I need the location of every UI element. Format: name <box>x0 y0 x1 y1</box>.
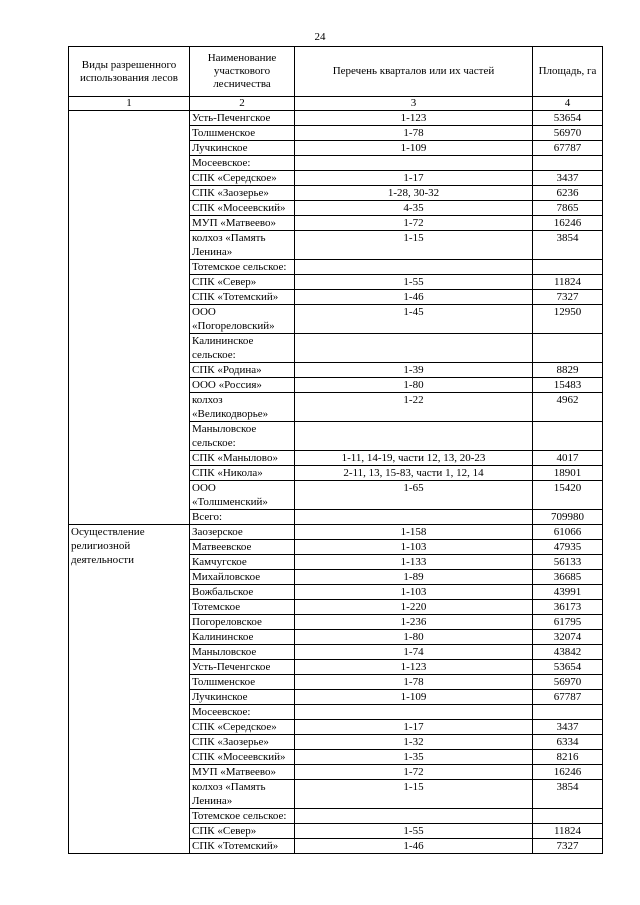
area-cell: 18901 <box>533 466 603 481</box>
area-cell: 3437 <box>533 720 603 735</box>
area-cell: 53654 <box>533 111 603 126</box>
quarters-cell <box>295 510 533 525</box>
quarters-cell: 1-74 <box>295 645 533 660</box>
area-cell: 7865 <box>533 201 603 216</box>
forestry-name-cell: СПК «Мосеевский» <box>190 750 295 765</box>
quarters-cell: 1-78 <box>295 126 533 141</box>
quarters-cell: 1-22 <box>295 393 533 422</box>
quarters-cell: 1-123 <box>295 111 533 126</box>
forestry-name-cell: СПК «Заозерье» <box>190 186 295 201</box>
area-cell: 12950 <box>533 305 603 334</box>
quarters-cell: 1-109 <box>295 141 533 156</box>
column-number: 1 <box>69 97 190 111</box>
quarters-cell: 1-72 <box>295 216 533 231</box>
quarters-cell: 1-65 <box>295 481 533 510</box>
forestry-name-cell: Камчугское <box>190 555 295 570</box>
forestry-name-cell: СПК «Север» <box>190 275 295 290</box>
area-cell: 16246 <box>533 765 603 780</box>
area-cell: 709980 <box>533 510 603 525</box>
quarters-cell: 1-103 <box>295 585 533 600</box>
forestry-name-cell: СПК «Мосеевский» <box>190 201 295 216</box>
quarters-cell: 1-236 <box>295 615 533 630</box>
forestry-name-cell: Мосеевское: <box>190 705 295 720</box>
forestry-name-cell: СПК «Родина» <box>190 363 295 378</box>
quarters-cell: 1-80 <box>295 630 533 645</box>
forestry-name-cell: колхоз «Великодворье» <box>190 393 295 422</box>
area-cell: 15420 <box>533 481 603 510</box>
quarters-cell: 1-46 <box>295 290 533 305</box>
quarters-cell: 1-17 <box>295 720 533 735</box>
quarters-cell <box>295 156 533 171</box>
forestry-name-cell: СПК «Север» <box>190 824 295 839</box>
column-number: 2 <box>190 97 295 111</box>
forestry-name-cell: колхоз «Память Ленина» <box>190 780 295 809</box>
area-cell: 56970 <box>533 126 603 141</box>
section-1-body <box>69 111 603 525</box>
forestry-name-cell: Мосеевское: <box>190 156 295 171</box>
area-cell: 43842 <box>533 645 603 660</box>
area-cell: 11824 <box>533 275 603 290</box>
area-cell: 7327 <box>533 290 603 305</box>
forestry-name-cell: СПК «Середское» <box>190 720 295 735</box>
forestry-name-cell: Михайловское <box>190 570 295 585</box>
quarters-cell: 1-46 <box>295 839 533 854</box>
forestry-name-cell: ООО «Погореловский» <box>190 305 295 334</box>
area-cell <box>533 705 603 720</box>
area-cell <box>533 156 603 171</box>
forestry-name-cell: Лучкинское <box>190 141 295 156</box>
area-cell: 3854 <box>533 231 603 260</box>
header-forestry-name: Наименование участкового лесничества <box>190 47 295 97</box>
header-usage-type: Виды разрешенного использования лесов <box>69 47 190 97</box>
area-cell: 56133 <box>533 555 603 570</box>
area-cell: 11824 <box>533 824 603 839</box>
quarters-cell: 1-89 <box>295 570 533 585</box>
quarters-cell: 1-55 <box>295 275 533 290</box>
area-cell: 67787 <box>533 141 603 156</box>
forestry-name-cell: Калининское <box>190 630 295 645</box>
usage-type-cell <box>69 111 190 525</box>
area-cell: 3854 <box>533 780 603 809</box>
area-cell: 4962 <box>533 393 603 422</box>
quarters-cell: 4-35 <box>295 201 533 216</box>
quarters-cell <box>295 260 533 275</box>
area-cell: 43991 <box>533 585 603 600</box>
forestry-name-cell: СПК «Середское» <box>190 171 295 186</box>
quarters-cell: 1-35 <box>295 750 533 765</box>
area-cell: 8216 <box>533 750 603 765</box>
area-cell: 3437 <box>533 171 603 186</box>
area-cell: 47935 <box>533 540 603 555</box>
quarters-cell: 1-45 <box>295 305 533 334</box>
area-cell: 6236 <box>533 186 603 201</box>
forestry-name-cell: СПК «Никола» <box>190 466 295 481</box>
quarters-cell: 1-78 <box>295 675 533 690</box>
quarters-cell: 1-133 <box>295 555 533 570</box>
forest-usage-table <box>68 46 603 854</box>
header-area: Площадь, га <box>533 47 603 97</box>
quarters-cell: 1-103 <box>295 540 533 555</box>
forestry-name-cell: Тотемское сельское: <box>190 260 295 275</box>
forestry-name-cell: Усть-Печенгское <box>190 660 295 675</box>
area-cell: 36173 <box>533 600 603 615</box>
section-2-body <box>69 525 603 854</box>
forestry-name-cell: ООО «Россия» <box>190 378 295 393</box>
area-cell: 67787 <box>533 690 603 705</box>
area-cell: 36685 <box>533 570 603 585</box>
forestry-name-cell: Вожбальское <box>190 585 295 600</box>
quarters-cell <box>295 705 533 720</box>
area-cell: 61066 <box>533 525 603 540</box>
column-number: 4 <box>533 97 603 111</box>
area-cell <box>533 422 603 451</box>
column-number: 3 <box>295 97 533 111</box>
area-cell: 32074 <box>533 630 603 645</box>
quarters-cell: 1-72 <box>295 765 533 780</box>
area-cell: 56970 <box>533 675 603 690</box>
area-cell <box>533 260 603 275</box>
quarters-cell: 1-39 <box>295 363 533 378</box>
quarters-cell: 1-220 <box>295 600 533 615</box>
header-quarters: Перечень кварталов или их частей <box>295 47 533 97</box>
forestry-name-cell: Толшменское <box>190 126 295 141</box>
forestry-name-cell: СПК «Заозерье» <box>190 735 295 750</box>
quarters-cell: 1-123 <box>295 660 533 675</box>
area-cell: 16246 <box>533 216 603 231</box>
quarters-cell <box>295 422 533 451</box>
forestry-name-cell: Матвеевское <box>190 540 295 555</box>
table-row <box>69 525 603 540</box>
forestry-name-cell: Тотемское сельское: <box>190 809 295 824</box>
forestry-name-cell: МУП «Матвеево» <box>190 765 295 780</box>
forestry-name-cell: МУП «Матвеево» <box>190 216 295 231</box>
forestry-name-cell: колхоз «Память Ленина» <box>190 231 295 260</box>
forestry-name-cell: Заозерское <box>190 525 295 540</box>
quarters-cell: 1-17 <box>295 171 533 186</box>
quarters-cell: 1-32 <box>295 735 533 750</box>
usage-type-cell: Осуществление религиозной деятельности <box>69 525 190 854</box>
forestry-name-cell: Лучкинское <box>190 690 295 705</box>
forestry-name-cell: Всего: <box>190 510 295 525</box>
quarters-cell: 1-80 <box>295 378 533 393</box>
quarters-cell: 1-15 <box>295 780 533 809</box>
forestry-name-cell: СПК «Тотемский» <box>190 839 295 854</box>
forestry-name-cell: СПК «Тотемский» <box>190 290 295 305</box>
quarters-cell: 1-28, 30-32 <box>295 186 533 201</box>
area-cell: 53654 <box>533 660 603 675</box>
forestry-name-cell: СПК «Маныловo» <box>190 451 295 466</box>
area-cell <box>533 334 603 363</box>
area-cell: 6334 <box>533 735 603 750</box>
quarters-cell <box>295 334 533 363</box>
area-cell: 4017 <box>533 451 603 466</box>
area-cell: 15483 <box>533 378 603 393</box>
forestry-name-cell: Толшменское <box>190 675 295 690</box>
forestry-name-cell: Маныловское сельское: <box>190 422 295 451</box>
quarters-cell <box>295 809 533 824</box>
forestry-name-cell: Маныловское <box>190 645 295 660</box>
quarters-cell: 1-158 <box>295 525 533 540</box>
area-cell: 61795 <box>533 615 603 630</box>
quarters-cell: 2-11, 13, 15-83, части 1, 12, 14 <box>295 466 533 481</box>
forestry-name-cell: ООО «Толшменский» <box>190 481 295 510</box>
forestry-name-cell: Погореловское <box>190 615 295 630</box>
page-number: 24 <box>314 31 326 43</box>
table-row <box>69 111 603 126</box>
quarters-cell: 1-11, 14-19, части 12, 13, 20-23 <box>295 451 533 466</box>
forestry-name-cell: Калининское сельское: <box>190 334 295 363</box>
forestry-name-cell: Усть-Печенгское <box>190 111 295 126</box>
table-header <box>69 47 603 111</box>
quarters-cell: 1-55 <box>295 824 533 839</box>
area-cell: 7327 <box>533 839 603 854</box>
quarters-cell: 1-109 <box>295 690 533 705</box>
area-cell: 8829 <box>533 363 603 378</box>
forestry-name-cell: Тотемское <box>190 600 295 615</box>
area-cell <box>533 809 603 824</box>
quarters-cell: 1-15 <box>295 231 533 260</box>
